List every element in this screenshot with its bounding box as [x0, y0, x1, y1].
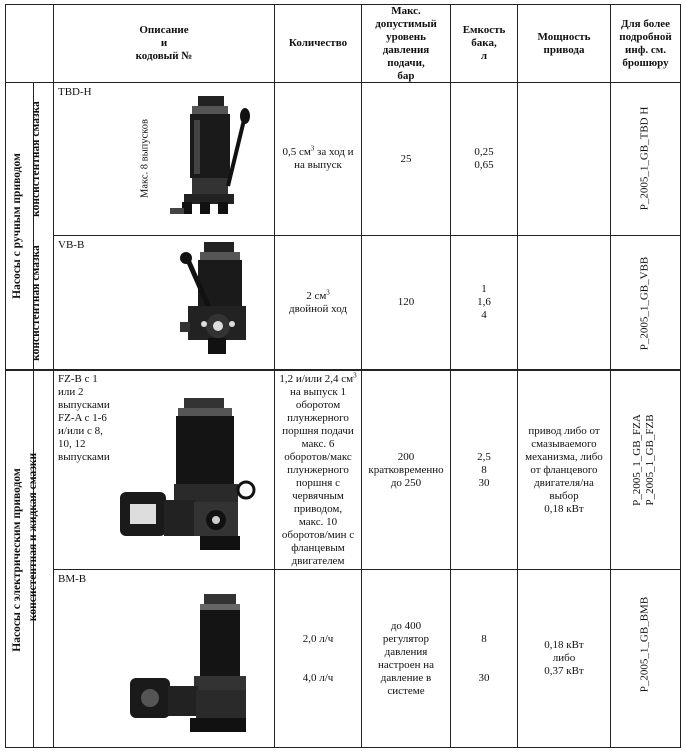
- quantity-cell: [275, 236, 361, 369]
- quantity-sup: 3: [310, 144, 315, 153]
- pressure-value: 120: [397, 296, 415, 308]
- group-electric: Насосы с электрическим приводом: [11, 468, 23, 652]
- rule: [680, 4, 681, 748]
- brochure-code: P_2005_1_GB_VBB: [638, 256, 651, 351]
- tank-value: 0,25 0,65: [474, 146, 494, 171]
- header-pressure: Макс. допустимый уровень давления подачи, бар: [375, 4, 437, 82]
- quantity-sup: 3: [326, 287, 330, 296]
- quantity-text: 1,2 и/или 2,4 см: [279, 372, 354, 385]
- header-power: Мощность привода: [537, 30, 591, 56]
- tank-value: 8 30: [478, 632, 490, 684]
- tank-value: 2,5 8 30: [477, 450, 491, 489]
- quantity-text: за ход и на выпуск: [294, 146, 354, 171]
- quantity-sup: 3: [353, 370, 357, 379]
- tbd-h-pump-image: [170, 90, 260, 225]
- bm-b-pump-image: [130, 590, 250, 740]
- header-quantity: Количество: [288, 37, 348, 49]
- vb-b-pump-image: [174, 240, 254, 360]
- rule: [610, 4, 611, 748]
- row-name: VB-B: [58, 239, 85, 251]
- group-electric-sub: консистентная и жидкая смазки: [27, 452, 39, 622]
- brochure-code: P_2005_1_GB_FZA P_2005_1_GB_FZB: [631, 414, 656, 506]
- row-name: BM-B: [58, 573, 87, 585]
- power-value: привод либо от смазываемого механизма, либо от фланцевого двигателя/на выбор 0,18 кВт: [525, 424, 603, 515]
- pressure-value: до 400 регулятор давления настроен на давление в системе: [377, 619, 434, 697]
- tank-value: 1 1,6 4: [477, 283, 491, 321]
- group-manual-sub-1: консистентная смазка: [30, 101, 42, 217]
- quantity-cell: [275, 371, 361, 569]
- header-description: Описание и кодовый №: [135, 24, 193, 62]
- fz-pump-image: [120, 396, 270, 556]
- rule: [5, 4, 6, 748]
- header-tank: Емкость бака, л: [462, 24, 506, 62]
- pressure-value: 25: [400, 152, 412, 165]
- power-value: 0,18 кВт либо 0,37 кВт: [544, 639, 584, 677]
- header-brochure: Для более подробной инф. см. брошюру: [619, 17, 672, 69]
- quantity-cell: [275, 83, 361, 235]
- rule: [53, 4, 54, 748]
- row-name: FZ-B с 1 или 2 выпусками FZ-A с 1-6 и/или с 8, 10, 12 выпусками: [58, 373, 110, 463]
- quantity-text: двойной ход: [289, 302, 347, 315]
- quantity-text: на выпуск 1 оборотом плунжерного поршня подачи макс. 6 оборотов/макс плунжерного поршня с червячным приводом, макс. 10 оборотов/мин с фланцевым двигателем: [281, 385, 355, 567]
- brochure-code: P_2005_1_GB_TBD H: [638, 106, 651, 211]
- quantity-text: 2 см: [306, 289, 327, 302]
- group-manual: Насосы с ручным приводом: [11, 153, 23, 299]
- group-manual-sub-2: консистентная смазка: [30, 245, 42, 361]
- outlets-label: Макс. 8 выпусков: [139, 119, 151, 198]
- rule: [5, 747, 681, 748]
- row-name: TBD-H: [58, 86, 92, 98]
- quantity-value: 2,0 л/ч 4,0 л/ч: [302, 632, 334, 684]
- pressure-value: 200 кратковременно до 250: [368, 450, 444, 489]
- brochure-code: P_2005_1_GB_BMB: [638, 596, 651, 693]
- quantity-text: 0,5 см: [282, 146, 311, 158]
